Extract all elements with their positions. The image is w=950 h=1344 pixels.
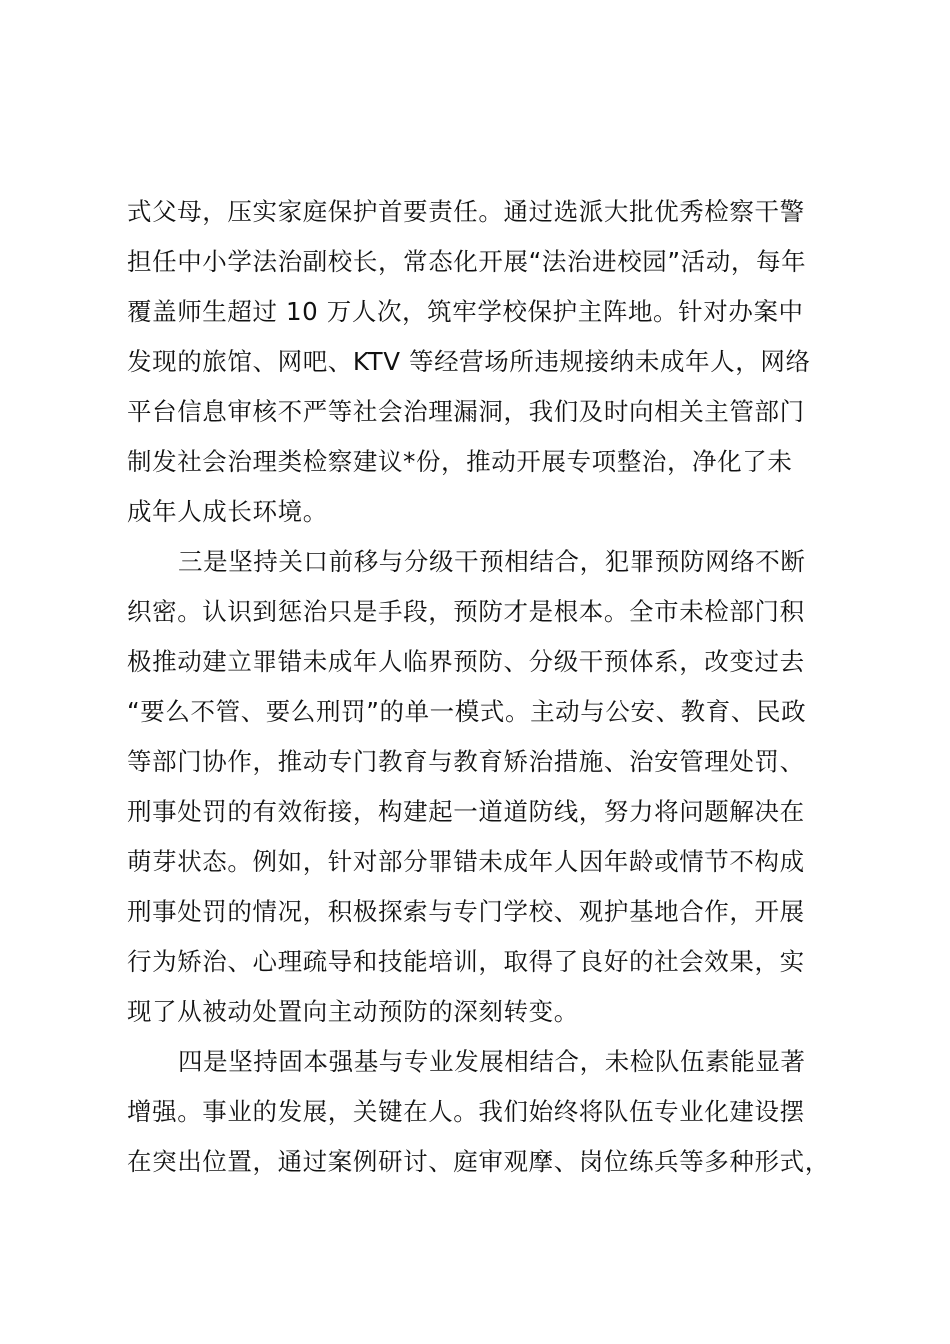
text-line: 在突出位置，通过案例研讨、庭审观摩、岗位练兵等多种形式， [127,1147,830,1176]
text-line: 式父母，压实家庭保护首要责任。通过选派大批优秀检察干警 [127,197,805,226]
text-line: 等部门协作，推动专门教育与教育矫治措施、治安管理处罚、 [127,747,805,776]
text-line: 成年人成长环境。 [127,497,328,526]
paragraph-school-protection [127,187,827,537]
text-line: 覆盖师生超过 10 万人次，筑牢学校保护主阵地。针对办案中 [127,297,804,326]
paragraph-point-four [127,1037,830,1187]
text-line: 行为矫治、心理疏导和技能培训，取得了良好的社会效果，实 [127,947,805,976]
text-line: 现了从被动处置向主动预防的深刻转变。 [127,997,579,1026]
text-line: 刑事处罚的有效衔接，构建起一道道防线，努力将问题解决在 [127,797,805,826]
text-line: “要么不管、要么刑罚”的单一模式。主动与公安、教育、民政 [127,697,807,726]
text-line: 发现的旅馆、网吧、KTV 等经营场所违规接纳未成年人，网络 [127,347,811,376]
paragraph-point-three [127,537,827,1037]
document-body [127,187,830,1187]
text-line: 萌芽状态。例如，针对部分罪错未成年人因年龄或情节不构成 [127,847,805,876]
text-line: 担任中小学法治副校长，常态化开展“法治进校园”活动，每年 [127,247,807,276]
text-line: 织密。认识到惩治只是手段，预防才是根本。全市未检部门积 [127,597,805,626]
text-line-first: 四是坚持固本强基与专业发展相结合，未检队伍素能显著 [178,1047,806,1076]
text-line-first: 三是坚持关口前移与分级干预相结合，犯罪预防网络不断 [178,547,806,576]
text-line: 制发社会治理类检察建议*份，推动开展专项整治，净化了未 [127,447,793,476]
text-line: 平台信息审核不严等社会治理漏洞，我们及时向相关主管部门 [127,397,805,426]
text-line: 刑事处罚的情况，积极探索与专门学校、观护基地合作，开展 [127,897,805,926]
text-line: 增强。事业的发展，关键在人。我们始终将队伍专业化建设摆 [127,1097,805,1126]
text-line: 极推动建立罪错未成年人临界预防、分级干预体系，改变过去 [127,647,805,676]
